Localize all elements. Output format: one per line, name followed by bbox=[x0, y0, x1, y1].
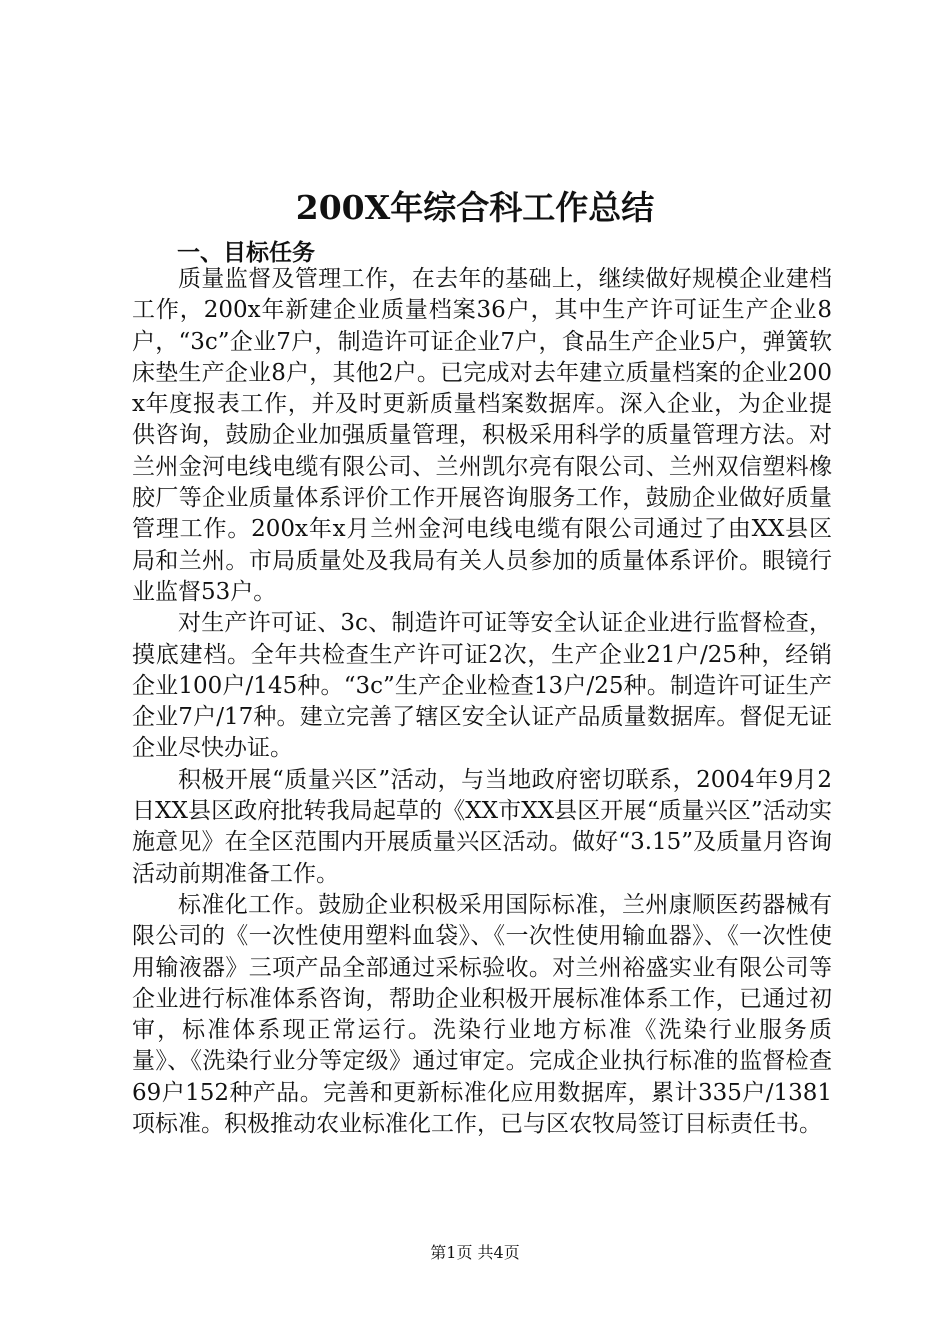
document-body bbox=[132, 264, 832, 1140]
section-heading: 一、目标任务 bbox=[177, 240, 315, 266]
document-title: 200X年综合科工作总结 bbox=[295, 188, 655, 227]
page-footer: 第1页 共4页 bbox=[430, 1243, 520, 1262]
paragraph-safety-certification: 对生产许可证、3c、制造许可证等安全认证企业进行监督检查，摸底建档。全年共检查生产许可证2次，生产企业21户/25种，经销企业100户/145种。“3c”生产企业检查13户/25种。制造许可证生产企业7户/17种。建立完善了辖区安全认证产品质量数据库。督促无证企业尽快办证。 bbox=[132, 610, 832, 762]
paragraph-quality-supervision: 质量监督及管理工作，在去年的基础上，继续做好规模企业建档工作，200x年新建企业质量档案36户，其中生产许可证生产企业8户，“3c”企业7户，制造许可证企业7户，食品生产企业5户，弹簧软床垫生产企业8户，其他2户。已完成对去年建立质量档案的企业200x年度报表工作，并及时更新质量档案数据库。深入企业，为企业提供咨询，鼓励企业加强质量管理，积极采用科学的质量管理方法。对兰州金河电线电缆有限公司、兰州凯尔亮有限公司、兰州双信塑料橡胶厂等企业质量体系评价工作开展咨询服务工作，鼓励企业做好质量管理工作。200x年x月兰州金河电线电缆有限公司通过了由XX县区局和兰州。市局质量处及我局有关人员参加的质量体系评价。眼镜行业监督53户。 bbox=[132, 266, 832, 605]
paragraph-standardization: 标准化工作。鼓励企业积极采用国际标准，兰州康顺医药器械有限公司的《一次性使用塑料血袋》、《一次性使用输血器》、《一次性使用输液器》三项产品全部通过采标验收。对兰州裕盛实业有限公司等企业进行标准体系咨询，帮助企业积极开展标准体系工作，已通过初审，标准体系现正常运行。洗染行业地方标准《洗染行业服务质量》、《洗染行业分等定级》通过审定。完成企业执行标准的监督检查69户152种产品。完善和更新标准化应用数据库，累计335户/1381项标准。积极推动农业标准化工作，已与区农牧局签订目标责任书。 bbox=[132, 891, 832, 1138]
paragraph-quality-district: 积极开展“质量兴区”活动，与当地政府密切联系，2004年9月2日XX县区政府批转我局起草的《XX市XX县区开展“质量兴区”活动实施意见》在全区范围内开展质量兴区活动。做好“3.15”及质量月咨询活动前期准备工作。 bbox=[132, 766, 832, 887]
